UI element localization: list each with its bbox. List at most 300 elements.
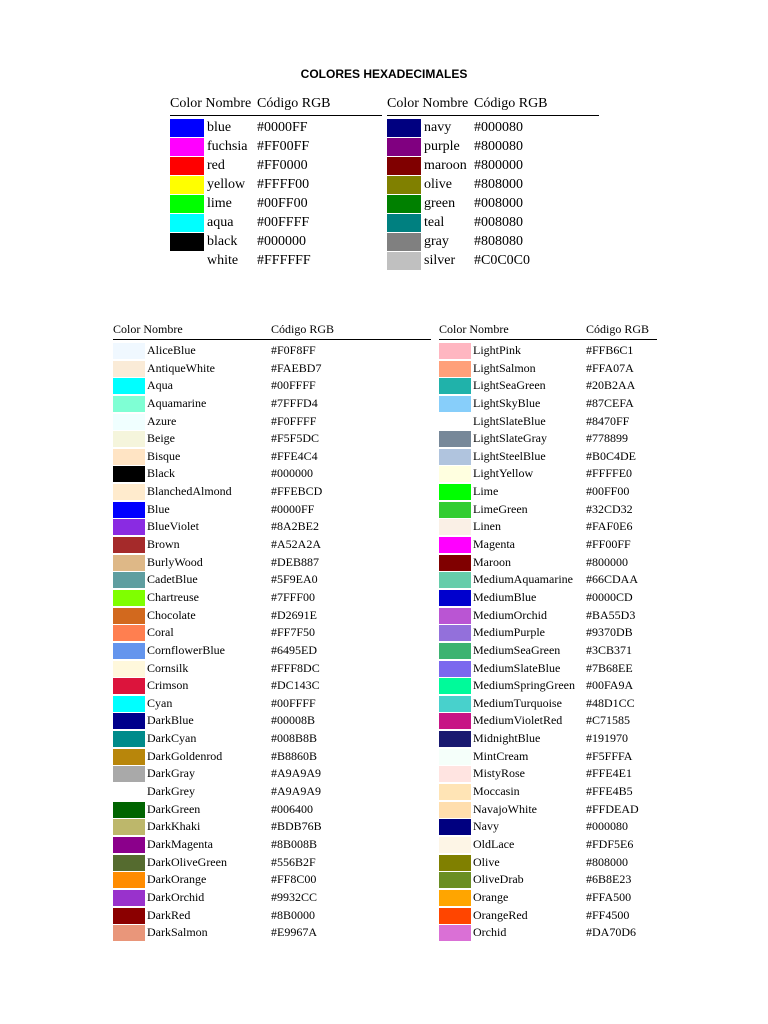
- color-code: #00FF00: [257, 196, 308, 211]
- table-row: [439, 360, 657, 378]
- color-code: #808080: [474, 234, 523, 249]
- color-swatch: [439, 484, 471, 500]
- color-name: Brown: [147, 537, 180, 552]
- color-code: #FFE4B5: [586, 784, 633, 799]
- color-code: #32CD32: [586, 501, 633, 516]
- color-name: Coral: [147, 625, 174, 640]
- table-row: [170, 175, 382, 194]
- color-name: LimeGreen: [473, 501, 528, 516]
- table-row: [113, 924, 431, 942]
- table-row: [113, 589, 431, 607]
- color-code: #FFFFFF: [257, 253, 311, 268]
- color-name: Linen: [473, 519, 501, 534]
- color-swatch: [113, 590, 145, 606]
- table-row: [113, 430, 431, 448]
- table-row: [439, 607, 657, 625]
- color-swatch: [387, 119, 421, 137]
- table-row: [170, 194, 382, 213]
- color-rows: [113, 342, 431, 942]
- color-code: #00008B: [271, 713, 316, 728]
- table-row: [113, 413, 431, 431]
- table-row: [170, 118, 382, 137]
- color-name: MediumAquamarine: [473, 572, 573, 587]
- color-code: #FAEBD7: [271, 360, 322, 375]
- color-code: #B0C4DE: [586, 448, 637, 463]
- table-row: [113, 871, 431, 889]
- table-row: [113, 907, 431, 925]
- table-row: [113, 801, 431, 819]
- table-header: [439, 322, 657, 340]
- color-swatch: [439, 855, 471, 871]
- color-swatch: [113, 678, 145, 694]
- color-swatch: [113, 837, 145, 853]
- color-swatch: [439, 449, 471, 465]
- color-code: #8B0000: [271, 907, 316, 922]
- table-row: [439, 854, 657, 872]
- color-name: DarkGrey: [147, 784, 195, 799]
- color-swatch: [439, 537, 471, 553]
- color-name: MediumSeaGreen: [473, 642, 561, 657]
- color-swatch: [439, 925, 471, 941]
- color-code: #000000: [271, 466, 313, 481]
- color-name: Magenta: [473, 537, 515, 552]
- color-name: Cyan: [147, 695, 173, 710]
- color-name: AntiqueWhite: [147, 360, 215, 375]
- color-code: #808000: [474, 177, 523, 192]
- color-name: NavajoWhite: [473, 801, 537, 816]
- color-swatch: [170, 195, 204, 213]
- color-name: LightPink: [473, 343, 522, 357]
- color-code: #00FFFF: [271, 695, 316, 710]
- color-code: #C0C0C0: [474, 253, 531, 268]
- color-name: CadetBlue: [147, 572, 198, 587]
- color-swatch: [439, 625, 471, 641]
- rgb-code-header: Código RGB: [257, 96, 331, 111]
- color-code: #800000: [586, 554, 628, 569]
- color-name: MintCream: [473, 748, 529, 763]
- color-code: #F5F5DC: [271, 431, 320, 446]
- color-name: Orange: [473, 889, 509, 904]
- color-name: DarkOliveGreen: [147, 854, 227, 869]
- color-name: MediumPurple: [473, 625, 545, 640]
- color-name-header: Color Nombre: [387, 96, 469, 111]
- color-swatch: [113, 749, 145, 765]
- table-row: [439, 783, 657, 801]
- color-code: #A9A9A9: [271, 784, 321, 799]
- color-name: aqua: [207, 215, 234, 230]
- color-swatch: [439, 784, 471, 800]
- table-row: [113, 818, 431, 836]
- color-swatch: [113, 766, 145, 782]
- color-code: #F0FFFF: [271, 413, 317, 428]
- color-swatch: [113, 537, 145, 553]
- color-code: #808000: [586, 854, 628, 869]
- color-code: #6495ED: [271, 642, 317, 657]
- color-code: #8470FF: [586, 413, 630, 428]
- color-name: MistyRose: [473, 766, 526, 781]
- color-name: Azure: [147, 413, 177, 428]
- color-code: #FFDEAD: [586, 801, 639, 816]
- color-code: #00FF00: [586, 484, 630, 499]
- named-colors-table-right: [439, 322, 657, 942]
- color-code: #FFE4E1: [586, 766, 633, 781]
- color-name: Lime: [473, 484, 499, 499]
- color-code: #6B8E23: [586, 872, 632, 887]
- table-row: [387, 118, 599, 137]
- table-row: [113, 395, 431, 413]
- color-code: #DEB887: [271, 554, 319, 569]
- color-code: #A52A2A: [271, 537, 321, 552]
- table-row: [439, 342, 657, 360]
- table-row: [439, 836, 657, 854]
- color-code: #F0F8FF: [271, 343, 316, 357]
- color-swatch: [113, 608, 145, 624]
- color-swatch: [439, 837, 471, 853]
- color-code: #008080: [474, 215, 523, 230]
- color-swatch: [113, 625, 145, 641]
- table-row: [113, 342, 431, 360]
- color-code: #0000FF: [257, 120, 308, 135]
- table-row: [113, 765, 431, 783]
- color-code: #BA55D3: [586, 607, 636, 622]
- table-row: [387, 194, 599, 213]
- color-code: #F5FFFA: [586, 748, 633, 763]
- table-row: [439, 677, 657, 695]
- table-row: [113, 889, 431, 907]
- color-name: Maroon: [473, 554, 511, 569]
- color-swatch: [170, 176, 204, 194]
- table-row: [170, 213, 382, 232]
- color-code: #FDF5E6: [586, 836, 634, 851]
- color-name: DarkBlue: [147, 713, 194, 728]
- table-row: [439, 518, 657, 536]
- color-swatch: [113, 449, 145, 465]
- color-code: #000000: [257, 234, 306, 249]
- color-code: #0000FF: [271, 501, 315, 516]
- color-swatch: [439, 572, 471, 588]
- table-row: [439, 695, 657, 713]
- color-name: purple: [424, 139, 460, 154]
- color-code: #800000: [474, 158, 523, 173]
- rgb-code-header: Código RGB: [271, 322, 335, 336]
- color-name: black: [207, 234, 238, 249]
- color-code: #7B68EE: [586, 660, 633, 675]
- color-code: #FF0000: [257, 158, 308, 173]
- color-swatch: [439, 378, 471, 394]
- table-row: [113, 783, 431, 801]
- color-swatch: [439, 608, 471, 624]
- table-row: [439, 571, 657, 589]
- color-code: #FAF0E6: [586, 519, 633, 534]
- basic-colors-table-right: [387, 96, 599, 270]
- color-swatch: [170, 233, 204, 251]
- table-row: [170, 232, 382, 251]
- table-row: [387, 137, 599, 156]
- table-row: [439, 624, 657, 642]
- color-rows: [439, 342, 657, 942]
- color-code: #FF8C00: [271, 872, 317, 887]
- color-swatch: [387, 195, 421, 213]
- table-row: [439, 589, 657, 607]
- table-header: [113, 322, 431, 340]
- color-swatch: [170, 138, 204, 156]
- color-name: DarkCyan: [147, 731, 197, 746]
- color-code: #3CB371: [586, 642, 633, 657]
- table-row: [439, 536, 657, 554]
- table-row: [113, 712, 431, 730]
- color-code: #FFB6C1: [586, 343, 634, 357]
- color-code: #008B8B: [271, 731, 318, 746]
- color-name: BurlyWood: [147, 554, 203, 569]
- color-swatch: [113, 343, 145, 359]
- table-row: [113, 660, 431, 678]
- color-swatch: [439, 502, 471, 518]
- table-row: [439, 818, 657, 836]
- color-name: LightYellow: [473, 466, 534, 481]
- table-row: [439, 871, 657, 889]
- color-code: #FF7F50: [271, 625, 316, 640]
- color-swatch: [439, 819, 471, 835]
- color-code: #FFFF00: [257, 177, 310, 192]
- table-row: [439, 430, 657, 448]
- color-code: #A9A9A9: [271, 766, 321, 781]
- color-name: green: [424, 196, 456, 211]
- color-swatch: [113, 414, 145, 430]
- color-name: LightSlateGray: [473, 431, 547, 446]
- color-code: #00FA9A: [586, 678, 634, 693]
- color-code: #800080: [474, 139, 523, 154]
- color-name-header: Color Nombre: [113, 322, 183, 336]
- color-code: #DC143C: [271, 678, 320, 693]
- table-row: [439, 712, 657, 730]
- color-code: #8A2BE2: [271, 519, 319, 534]
- color-code: #006400: [271, 801, 313, 816]
- table-row: [113, 360, 431, 378]
- color-name: fuchsia: [207, 139, 248, 154]
- color-name: MediumBlue: [473, 589, 537, 604]
- color-name: Black: [147, 466, 175, 481]
- color-swatch: [439, 713, 471, 729]
- table-row: [439, 748, 657, 766]
- color-code: #BDB76B: [271, 819, 322, 834]
- color-swatch: [439, 766, 471, 782]
- color-code: #556B2F: [271, 854, 316, 869]
- color-code: #0000CD: [586, 589, 633, 604]
- table-row: [170, 156, 382, 175]
- color-name: AliceBlue: [147, 343, 196, 357]
- table-row: [439, 801, 657, 819]
- color-code: #FFA07A: [586, 360, 634, 375]
- color-name-header: Color Nombre: [439, 322, 509, 336]
- color-swatch: [387, 157, 421, 175]
- color-code: #FF4500: [586, 907, 630, 922]
- color-swatch: [113, 378, 145, 394]
- color-swatch: [170, 119, 204, 137]
- table-row: [439, 377, 657, 395]
- color-name: silver: [424, 253, 456, 268]
- color-swatch: [439, 661, 471, 677]
- color-code: #B8860B: [271, 748, 318, 763]
- color-code: #00FFFF: [271, 378, 316, 393]
- color-name: DarkMagenta: [147, 836, 213, 851]
- color-swatch: [439, 908, 471, 924]
- color-swatch: [170, 157, 204, 175]
- color-swatch: [113, 908, 145, 924]
- color-swatch: [113, 872, 145, 888]
- color-swatch: [439, 590, 471, 606]
- color-code: #9932CC: [271, 889, 318, 904]
- color-swatch: [113, 484, 145, 500]
- color-code: #FFFFE0: [586, 466, 633, 481]
- color-name: BlanchedAlmond: [147, 484, 232, 499]
- color-name: gray: [424, 234, 449, 249]
- color-code: #FF00FF: [257, 139, 310, 154]
- color-code: #191970: [586, 731, 628, 746]
- color-swatch: [439, 555, 471, 571]
- color-swatch: [113, 713, 145, 729]
- rgb-code-header: Código RGB: [586, 322, 650, 336]
- table-row: [439, 413, 657, 431]
- color-swatch: [113, 519, 145, 535]
- color-name: Orchid: [473, 925, 507, 940]
- table-row: [113, 642, 431, 660]
- color-name: DarkOrchid: [147, 889, 205, 904]
- color-swatch: [387, 252, 421, 270]
- color-name: LightSeaGreen: [473, 378, 546, 393]
- color-swatch: [439, 361, 471, 377]
- color-code: #7FFF00: [271, 589, 316, 604]
- color-name: red: [207, 158, 225, 173]
- table-row: [113, 536, 431, 554]
- table-row: [113, 854, 431, 872]
- color-swatch: [439, 678, 471, 694]
- table-row: [113, 554, 431, 572]
- color-name: Blue: [147, 501, 170, 516]
- color-name: MediumVioletRed: [473, 713, 563, 728]
- table-row: [113, 377, 431, 395]
- table-row: [387, 232, 599, 251]
- color-swatch: [387, 233, 421, 251]
- table-row: [439, 907, 657, 925]
- color-code: #008000: [474, 196, 523, 211]
- color-swatch: [387, 138, 421, 156]
- color-swatch: [113, 802, 145, 818]
- color-name: teal: [424, 215, 445, 230]
- color-swatch: [113, 855, 145, 871]
- color-swatch: [439, 731, 471, 747]
- color-swatch: [439, 466, 471, 482]
- color-swatch: [439, 431, 471, 447]
- table-header: [387, 96, 599, 116]
- color-name: Crimson: [147, 678, 189, 693]
- table-row: [113, 448, 431, 466]
- table-row: [170, 137, 382, 156]
- color-swatch: [170, 252, 204, 270]
- table-row: [113, 695, 431, 713]
- color-name: Moccasin: [473, 784, 520, 799]
- color-name: Beige: [147, 431, 175, 446]
- table-row: [439, 642, 657, 660]
- color-code: #7FFFD4: [271, 395, 318, 410]
- table-row: [439, 660, 657, 678]
- rgb-code-header: Código RGB: [474, 96, 548, 111]
- table-row: [439, 501, 657, 519]
- color-code: #000080: [474, 120, 523, 135]
- color-name: LightSalmon: [473, 360, 536, 375]
- color-swatch: [113, 466, 145, 482]
- table-row: [439, 730, 657, 748]
- color-name: MediumOrchid: [473, 607, 547, 622]
- color-code: #8B008B: [271, 836, 318, 851]
- color-swatch: [439, 872, 471, 888]
- color-swatch: [113, 555, 145, 571]
- color-code: #FFEBCD: [271, 484, 323, 499]
- color-name: Bisque: [147, 448, 181, 463]
- table-row: [439, 395, 657, 413]
- basic-colors-table-left: [170, 96, 382, 270]
- color-swatch: [439, 890, 471, 906]
- color-code: #FFF8DC: [271, 660, 320, 675]
- color-name: Aqua: [147, 378, 173, 393]
- color-swatch: [439, 643, 471, 659]
- named-colors-table-left: [113, 322, 431, 942]
- table-row: [113, 677, 431, 695]
- color-swatch: [439, 749, 471, 765]
- table-row: [439, 924, 657, 942]
- color-code: #00FFFF: [257, 215, 310, 230]
- color-name: DarkGray: [147, 766, 195, 781]
- color-code: #48D1CC: [586, 695, 635, 710]
- table-row: [439, 765, 657, 783]
- color-name: Olive: [473, 854, 500, 869]
- table-row: [113, 624, 431, 642]
- color-code: #FF00FF: [586, 537, 631, 552]
- color-swatch: [113, 819, 145, 835]
- color-name: blue: [207, 120, 232, 135]
- color-code: #778899: [586, 431, 628, 446]
- color-swatch: [387, 176, 421, 194]
- color-name: lime: [207, 196, 232, 211]
- color-swatch: [113, 925, 145, 941]
- color-name: DarkKhaki: [147, 819, 201, 834]
- color-name: LightSlateBlue: [473, 413, 546, 428]
- color-swatch: [113, 661, 145, 677]
- table-row: [439, 483, 657, 501]
- color-name: DarkGoldenrod: [147, 748, 223, 763]
- color-name: MediumTurquoise: [473, 695, 562, 710]
- color-name: maroon: [424, 158, 467, 173]
- color-name: white: [207, 253, 239, 268]
- color-code: #FFA500: [586, 889, 632, 904]
- color-code: #E9967A: [271, 925, 317, 940]
- color-swatch: [113, 396, 145, 412]
- color-name: DarkOrange: [147, 872, 207, 887]
- table-row: [113, 571, 431, 589]
- color-code: #66CDAA: [586, 572, 639, 587]
- table-row: [113, 607, 431, 625]
- color-swatch: [113, 643, 145, 659]
- color-swatch: [439, 696, 471, 712]
- document-title: COLORES HEXADECIMALES: [300, 67, 468, 81]
- color-name: DarkSalmon: [147, 925, 208, 940]
- color-name: navy: [424, 120, 452, 135]
- color-swatch: [113, 696, 145, 712]
- color-swatch: [439, 396, 471, 412]
- color-name: yellow: [207, 177, 246, 192]
- color-code: #FFE4C4: [271, 448, 318, 463]
- color-name: OldLace: [473, 836, 515, 851]
- table-row: [439, 889, 657, 907]
